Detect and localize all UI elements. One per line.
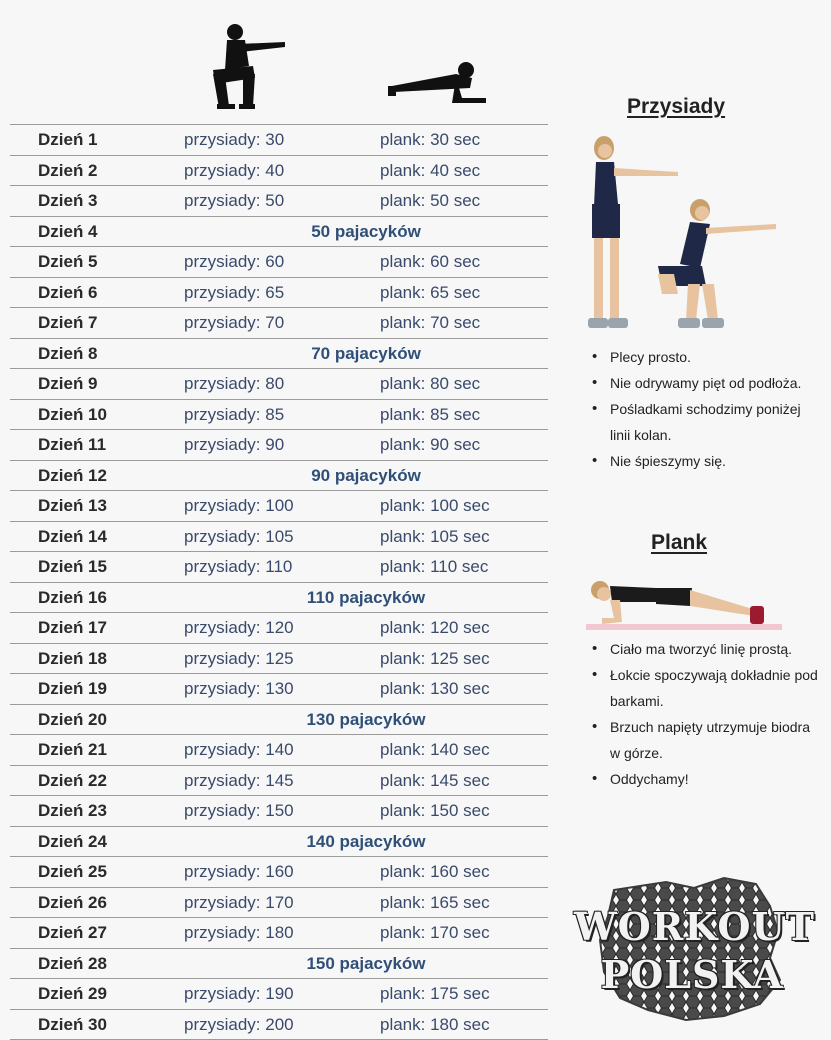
plank-duration: plank: 120 sec: [380, 613, 490, 642]
plank-duration: plank: 100 sec: [380, 491, 490, 520]
tip-item: • Pośladkami schodzimy poniżej linii kolan.: [590, 396, 820, 448]
table-row: [10, 277, 548, 308]
table-row: [10, 551, 548, 582]
day-label: Dzień 24: [38, 827, 107, 856]
table-row: [10, 216, 548, 247]
day-label: Dzień 30: [38, 1010, 107, 1039]
day-label: Dzień 13: [38, 491, 107, 520]
jumping-jacks-count: 130 pajacyków: [184, 705, 548, 734]
squats-count: przysiady: 150: [184, 796, 294, 825]
squats-count: przysiady: 130: [184, 674, 294, 703]
plank-duration: plank: 105 sec: [380, 522, 490, 551]
table-row: [10, 1009, 548, 1040]
table-row: [10, 795, 548, 826]
tip-item: • Nie odrywamy pięt od podłoża.: [590, 370, 820, 396]
table-row: [10, 643, 548, 674]
day-label: Dzień 2: [38, 156, 98, 185]
plank-duration: plank: 140 sec: [380, 735, 490, 764]
plank-duration: plank: 160 sec: [380, 857, 490, 886]
table-row: [10, 185, 548, 216]
table-row: [10, 582, 548, 613]
table-row: [10, 948, 548, 979]
table-row: [10, 887, 548, 918]
day-label: Dzień 1: [38, 125, 98, 154]
plank-duration: plank: 110 sec: [380, 552, 488, 581]
table-row: [10, 826, 548, 857]
table-row: [10, 917, 548, 948]
day-label: Dzień 22: [38, 766, 107, 795]
plank-duration: plank: 170 sec: [380, 918, 490, 947]
day-label: Dzień 23: [38, 796, 107, 825]
day-label: Dzień 29: [38, 979, 107, 1008]
table-row: [10, 612, 548, 643]
tip-item: • Plecy prosto.: [590, 344, 820, 370]
table-row: [10, 704, 548, 735]
squats-count: przysiady: 30: [184, 125, 284, 154]
squats-count: przysiady: 170: [184, 888, 294, 917]
table-row: [10, 246, 548, 277]
day-label: Dzień 12: [38, 461, 107, 490]
table-row: [10, 978, 548, 1009]
jumping-jacks-count: 90 pajacyków: [184, 461, 548, 490]
tip-item: • Oddychamy!: [590, 766, 820, 792]
table-row: [10, 399, 548, 430]
plank-duration: plank: 90 sec: [380, 430, 480, 459]
squats-count: przysiady: 120: [184, 613, 294, 642]
table-row: [10, 338, 548, 369]
plank-duration: plank: 40 sec: [380, 156, 480, 185]
table-row: [10, 521, 548, 552]
day-label: Dzień 7: [38, 308, 98, 337]
logo-text-polska: POLSKA: [574, 952, 810, 997]
day-label: Dzień 16: [38, 583, 107, 612]
day-label: Dzień 28: [38, 949, 107, 978]
plank-duration: plank: 150 sec: [380, 796, 490, 825]
squats-count: przysiady: 80: [184, 369, 284, 398]
jumping-jacks-count: 50 pajacyków: [184, 217, 548, 246]
squats-count: przysiady: 70: [184, 308, 284, 337]
squats-count: przysiady: 140: [184, 735, 294, 764]
squats-count: przysiady: 125: [184, 644, 294, 673]
day-label: Dzień 21: [38, 735, 107, 764]
plank-panel-title: Plank: [651, 531, 707, 555]
day-label: Dzień 26: [38, 888, 107, 917]
table-row: [10, 124, 548, 155]
jumping-jacks-count: 140 pajacyków: [184, 827, 548, 856]
table-row: [10, 155, 548, 186]
day-label: Dzień 27: [38, 918, 107, 947]
plank-duration: plank: 180 sec: [380, 1010, 490, 1039]
squats-count: przysiady: 105: [184, 522, 294, 551]
day-label: Dzień 10: [38, 400, 107, 429]
squat-demo-figures: [578, 134, 788, 334]
workout-polska-logo: [574, 876, 810, 1022]
squats-count: przysiady: 145: [184, 766, 294, 795]
tip-item: • Ciało ma tworzyć linię prostą.: [590, 636, 820, 662]
squats-count: przysiady: 110: [184, 552, 292, 581]
day-label: Dzień 18: [38, 644, 107, 673]
day-label: Dzień 5: [38, 247, 98, 276]
plank-duration: plank: 85 sec: [380, 400, 480, 429]
tip-item: • Łokcie spoczywają dokładnie pod barkami.: [590, 662, 820, 714]
table-row: [10, 368, 548, 399]
plank-duration: plank: 175 sec: [380, 979, 490, 1008]
squat-panel-title: Przysiady: [627, 95, 725, 119]
plank-duration: plank: 60 sec: [380, 247, 480, 276]
squats-count: przysiady: 90: [184, 430, 284, 459]
squats-count: przysiady: 65: [184, 278, 284, 307]
table-row: [10, 734, 548, 765]
plank-duration: plank: 30 sec: [380, 125, 480, 154]
day-label: Dzień 4: [38, 217, 98, 246]
day-label: Dzień 8: [38, 339, 98, 368]
table-row: [10, 307, 548, 338]
day-label: Dzień 9: [38, 369, 98, 398]
table-row: [10, 490, 548, 521]
day-label: Dzień 25: [38, 857, 107, 886]
day-label: Dzień 3: [38, 186, 98, 215]
tip-item: • Nie śpieszymy się.: [590, 448, 820, 474]
plank-silhouette-icon: [386, 58, 496, 106]
plank-tips-list: [590, 636, 820, 792]
logo-text-workout: WORKOUT: [574, 904, 810, 949]
jumping-jacks-count: 70 pajacyków: [184, 339, 548, 368]
squats-count: przysiady: 85: [184, 400, 284, 429]
squats-count: przysiady: 100: [184, 491, 294, 520]
jumping-jacks-count: 110 pajacyków: [184, 583, 548, 612]
squats-count: przysiady: 40: [184, 156, 284, 185]
day-label: Dzień 15: [38, 552, 107, 581]
table-row: [10, 765, 548, 796]
workout-plan-table: [10, 124, 548, 1040]
day-label: Dzień 14: [38, 522, 107, 551]
plank-duration: plank: 70 sec: [380, 308, 480, 337]
squat-tips-list: [590, 344, 820, 474]
plank-duration: plank: 165 sec: [380, 888, 490, 917]
plank-duration: plank: 125 sec: [380, 644, 490, 673]
day-label: Dzień 6: [38, 278, 98, 307]
squats-count: przysiady: 180: [184, 918, 294, 947]
plank-duration: plank: 130 sec: [380, 674, 490, 703]
squats-count: przysiady: 160: [184, 857, 294, 886]
plank-duration: plank: 145 sec: [380, 766, 490, 795]
plank-duration: plank: 65 sec: [380, 278, 480, 307]
squats-count: przysiady: 190: [184, 979, 294, 1008]
plank-duration: plank: 50 sec: [380, 186, 480, 215]
squats-count: przysiady: 50: [184, 186, 284, 215]
table-row: [10, 429, 548, 460]
plank-demo-figure: [586, 570, 786, 632]
jumping-jacks-count: 150 pajacyków: [184, 949, 548, 978]
table-row: [10, 856, 548, 887]
table-row: [10, 460, 548, 491]
day-label: Dzień 20: [38, 705, 107, 734]
day-label: Dzień 11: [38, 430, 106, 459]
day-label: Dzień 17: [38, 613, 107, 642]
day-label: Dzień 19: [38, 674, 107, 703]
squats-count: przysiady: 60: [184, 247, 284, 276]
tip-item: • Brzuch napięty utrzymuje biodra w górze.: [590, 714, 820, 766]
squats-count: przysiady: 200: [184, 1010, 294, 1039]
squat-silhouette-icon: [205, 22, 287, 110]
plank-duration: plank: 80 sec: [380, 369, 480, 398]
table-row: [10, 673, 548, 704]
poland-map-icon: [574, 876, 810, 1022]
